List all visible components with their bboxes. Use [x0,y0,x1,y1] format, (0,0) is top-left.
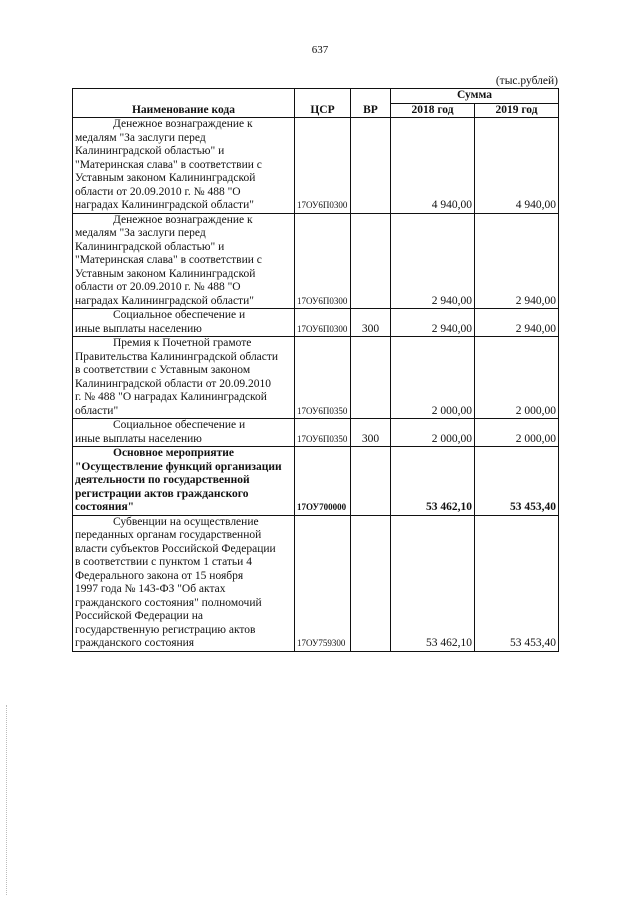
header-csr: ЦСР [295,89,351,118]
row-name-line: в соответствии с Уставным законом [75,364,251,376]
row-name [73,447,295,516]
row-name-line: власти субъектов Российской Федерации [75,542,276,555]
table-row [73,337,559,419]
row-name [73,118,295,214]
row-name-line: иные выплаты населению [75,432,202,445]
row-vr [351,213,391,309]
row-vr: 300 [351,419,391,447]
row-name-line: переданных органам государственной [75,529,262,541]
table-row [73,118,559,214]
row-csr: 17ОУ6П0350 [295,337,351,419]
row-name-line: "Материнская слава" в соответствии с [75,254,262,266]
row-name-line: деятельности по государственной [75,474,250,486]
row-name-line: иные выплаты населению [75,322,202,335]
row-name-line: Денежное вознаграждение к [113,213,253,226]
row-2018: 2 940,00 [391,213,475,309]
header-row-top [73,89,559,104]
row-name [73,337,295,419]
row-name-line: Субвенции на осуществление [113,515,259,528]
row-2018: 4 940,00 [391,118,475,214]
row-name-line: области от 20.09.2010 г. № 488 "О [75,281,241,293]
row-2019: 2 940,00 [475,213,559,309]
row-name-line: Федерального закона от 15 ноября [75,569,244,582]
row-2019: 2 000,00 [475,337,559,419]
row-name [73,515,295,651]
header-2018: 2018 год [391,103,475,118]
row-name-line: медалям "За заслуги перед [75,131,206,144]
row-csr: 17ОУ700000 [295,447,351,516]
row-name-line: Калининградской областью" и [75,240,225,253]
row-name-line: области от 20.09.2010 г. № 488 "О [75,185,241,198]
budget-table [72,88,559,652]
row-name [73,213,295,309]
row-2018: 2 000,00 [391,419,475,447]
table-row [73,309,559,337]
row-name-line: Уставным законом Калининградской [75,267,256,280]
row-name-line: Премия к Почетной грамоте [113,337,252,349]
row-name-line: гражданского состояния" полномочий [75,596,262,609]
row-2018: 2 940,00 [391,309,475,337]
row-name-line: Правительства Калининградской области [75,350,279,363]
row-name-line: "Материнская слава" в соответствии с [75,158,262,171]
row-2019: 2 000,00 [475,419,559,447]
row-2018: 53 462,10 [391,515,475,651]
row-name-line: Основное мероприятие [113,447,235,459]
row-name-line: Социальное обеспечение и [113,309,246,321]
row-name-line: медалям "За заслуги перед [75,227,206,239]
row-name-line: в соответствии с пунктом 1 статьи 4 [75,556,252,568]
row-name-line: Калининградской области от 20.09.2010 [75,377,271,390]
row-csr: 17ОУ6П0300 [295,118,351,214]
page-number: 637 [311,44,329,56]
row-vr [351,447,391,516]
row-name-line: наградах Калининградской области" [75,294,254,307]
table-row [73,419,559,447]
row-name-line: государственную регистрацию актов [75,623,256,636]
row-name-line: Российской Федерации на [75,610,203,622]
row-name-line: 1997 года № 143-ФЗ "Об актах [75,583,226,595]
table-body [73,118,559,652]
row-vr [351,337,391,419]
row-2019: 4 940,00 [475,118,559,214]
row-csr: 17ОУ759300 [295,515,351,651]
row-vr: 300 [351,309,391,337]
header-vr: ВР [351,89,391,118]
row-name-line: Социальное обеспечение и [113,419,246,431]
row-name-line: наградах Калининградской области" [75,199,254,211]
table-row [73,213,559,309]
row-2018: 53 462,10 [391,447,475,516]
header-2019: 2019 год [475,103,559,118]
scan-edge-mark [6,705,9,895]
header-name: Наименование кода [73,89,295,118]
row-csr: 17ОУ6П0350 [295,419,351,447]
row-name-line: "Осуществление функций организации [75,460,282,473]
units-label: (тыс.рублей) [495,75,558,87]
row-2019: 2 940,00 [475,309,559,337]
row-name-line: г. № 488 "О наградах Калининградской [75,391,267,403]
row-vr [351,515,391,651]
table-row [73,515,559,651]
row-csr: 17ОУ6П0300 [295,213,351,309]
table-row [73,447,559,516]
row-name-line: области" [75,404,119,417]
header-sum: Сумма [391,89,559,104]
row-name-line: Уставным законом Калининградской [75,172,256,184]
row-2019: 53 453,40 [475,447,559,516]
row-name-line: Денежное вознаграждение к [113,118,253,130]
row-csr: 17ОУ6П0300 [295,309,351,337]
row-name-line: Калининградской областью" и [75,145,225,157]
row-name [73,309,295,337]
row-name [73,419,295,447]
row-name-line: гражданского состояния [75,637,195,649]
row-2019: 53 453,40 [475,515,559,651]
row-name-line: состояния" [75,501,135,513]
row-name-line: регистрации актов гражданского [75,487,249,500]
row-2018: 2 000,00 [391,337,475,419]
row-vr [351,118,391,214]
